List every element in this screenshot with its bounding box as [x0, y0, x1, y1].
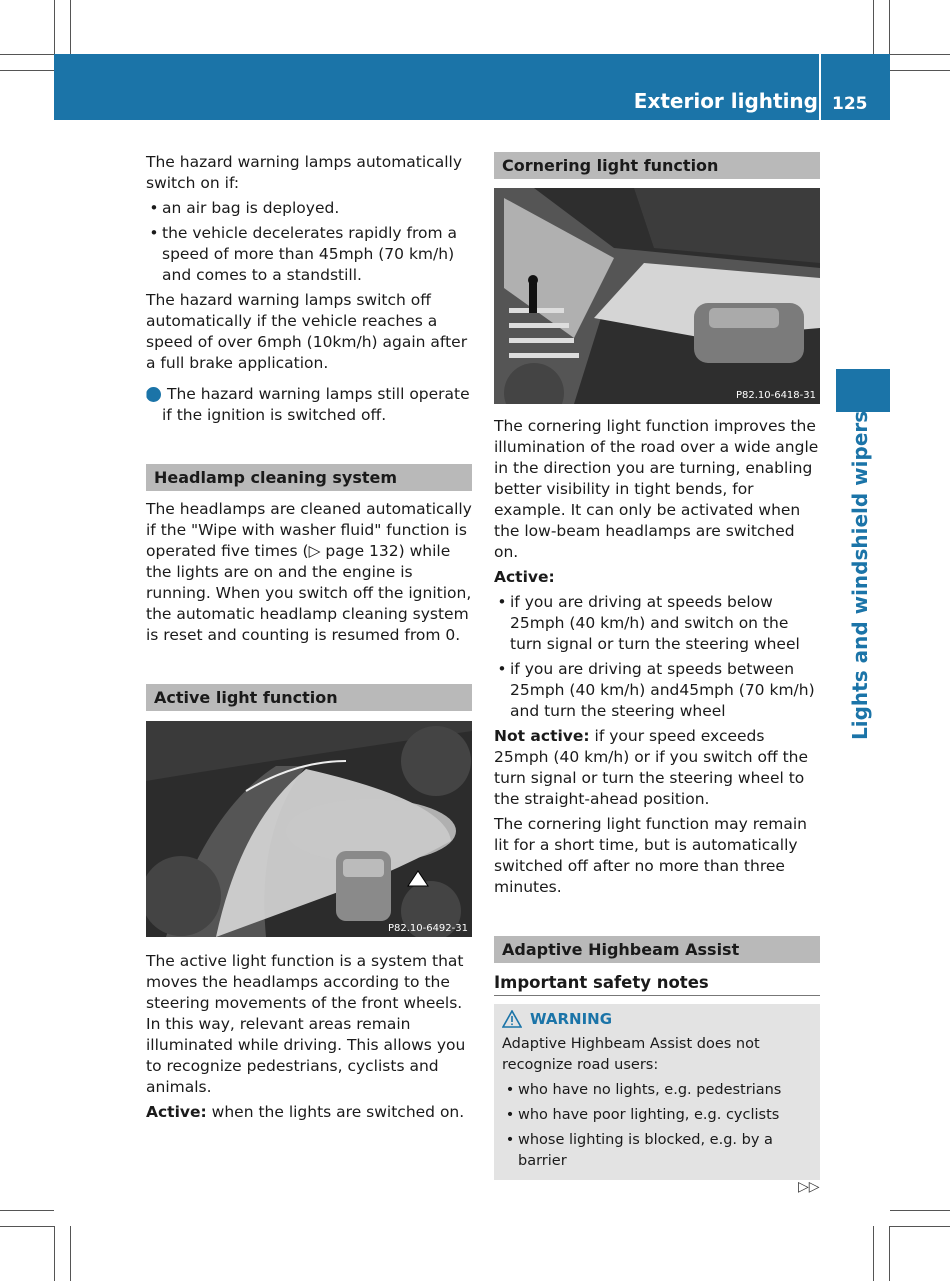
- crop-mark: [873, 0, 874, 54]
- page-number: 125: [832, 94, 868, 114]
- chapter-tab: [836, 369, 890, 412]
- left-column: [143, 152, 472, 1123]
- cornering-remain-text: The cornering light function may remain lit for a short time, but is automatically switched off after no more than three minutes.: [494, 815, 808, 896]
- figure-code: P82.10-6418-31: [735, 390, 816, 401]
- active-light-text: The active light function is a system that moves the headlamps according to the steering movements of the front wheels. In this way, relevant areas remain illuminated while driving. This allows you to recognize pedestrians, cyclists and animals.: [146, 952, 466, 1096]
- crop-mark: [54, 1226, 55, 1281]
- warning-box: [494, 1004, 820, 1180]
- list-item: • if you are driving at speeds below 25mph (40 km/h) and switch on the turn signal or turn the steering wheel: [497, 593, 800, 653]
- crop-mark: [890, 1210, 950, 1211]
- crop-mark: [889, 1226, 890, 1281]
- list-item: • an air bag is deployed.: [149, 199, 340, 217]
- crop-mark: [54, 0, 55, 54]
- continued-mark: ▷▷: [798, 1179, 820, 1195]
- cornering-text: The cornering light function improves the illumination of the road over a wide angle in the direction you are turning, enabling better visibility in tight bends, for example. It can only be activated when the low-beam headlamps are switched on.: [494, 417, 819, 561]
- figure-code: P82.10-6492-31: [387, 923, 468, 934]
- info-icon: i: [146, 387, 161, 402]
- active-light-figure: [146, 721, 472, 937]
- header-divider: [819, 54, 821, 120]
- warning-triangle-icon: [502, 1010, 522, 1028]
- crop-mark: [0, 70, 54, 71]
- crop-mark: [890, 70, 950, 71]
- info-note: i The hazard warning lamps still operate if the ignition is switched off.: [143, 385, 470, 424]
- cornering-illustration: [494, 188, 820, 404]
- cornering-figure: [494, 188, 820, 404]
- hazard-intro: The hazard warning lamps automatically switch on if:: [146, 153, 462, 192]
- crop-mark: [890, 1226, 950, 1227]
- section-title-headlamp: Headlamp cleaning system: [146, 464, 472, 491]
- warning-text: Adaptive Highbeam Assist does not recognize road users:: [502, 1036, 760, 1073]
- cornering-active-label: Active:: [494, 568, 555, 586]
- cornering-not-active: Not active: if your speed exceeds 25mph (40 km/h) or if you switch off the turn signal or turn the steering wheel to the straight-ahead position.: [494, 727, 809, 808]
- list-item: • who have no lights, e.g. pedestrians: [505, 1082, 782, 1098]
- list-item: • the vehicle decelerates rapidly from a speed of more than 45mph (70 km/h) and comes to a standstill.: [149, 224, 458, 284]
- headlamp-text: The headlamps are cleaned automatically if the "Wipe with washer fluid" function is operated five times (▷ page 132) while the lights are on and the engine is running. When you switch off the ignition, the automatic headlamp cleaning system is reset and counting is resumed from 0.: [146, 500, 472, 644]
- active-light-active: Active: when the lights are switched on.: [146, 1103, 465, 1121]
- crop-mark: [873, 1226, 874, 1281]
- section-title-active-light: Active light function: [146, 684, 472, 711]
- warning-header: WARNING: [502, 1010, 812, 1028]
- crop-mark: [0, 54, 54, 55]
- crop-mark: [889, 0, 890, 54]
- hazard-switch-off-text: The hazard warning lamps switch off automatically if the vehicle reaches a speed of over 6mph (10km/h) again after a full brake application.: [146, 291, 468, 372]
- safety-notes-heading: Important safety notes: [494, 973, 820, 996]
- section-title-cornering: Cornering light function: [494, 152, 820, 179]
- crop-mark: [70, 1226, 71, 1281]
- list-item: • whose lighting is blocked, e.g. by a barrier: [505, 1132, 773, 1169]
- page-title: Exterior lighting: [633, 89, 818, 113]
- crop-mark: [0, 1210, 54, 1211]
- chapter-label: Lights and windshield wipers: [848, 410, 872, 740]
- right-column: [494, 152, 820, 1180]
- crop-mark: [0, 1226, 54, 1227]
- crop-mark: [70, 0, 71, 54]
- crop-mark: [890, 54, 950, 55]
- active-light-illustration: [146, 721, 472, 937]
- list-item: • if you are driving at speeds between 25mph (40 km/h) and45mph (70 km/h) and turn the steering wheel: [497, 660, 815, 720]
- list-item: • who have poor lighting, e.g. cyclists: [505, 1107, 780, 1123]
- section-title-highbeam: Adaptive Highbeam Assist: [494, 936, 820, 963]
